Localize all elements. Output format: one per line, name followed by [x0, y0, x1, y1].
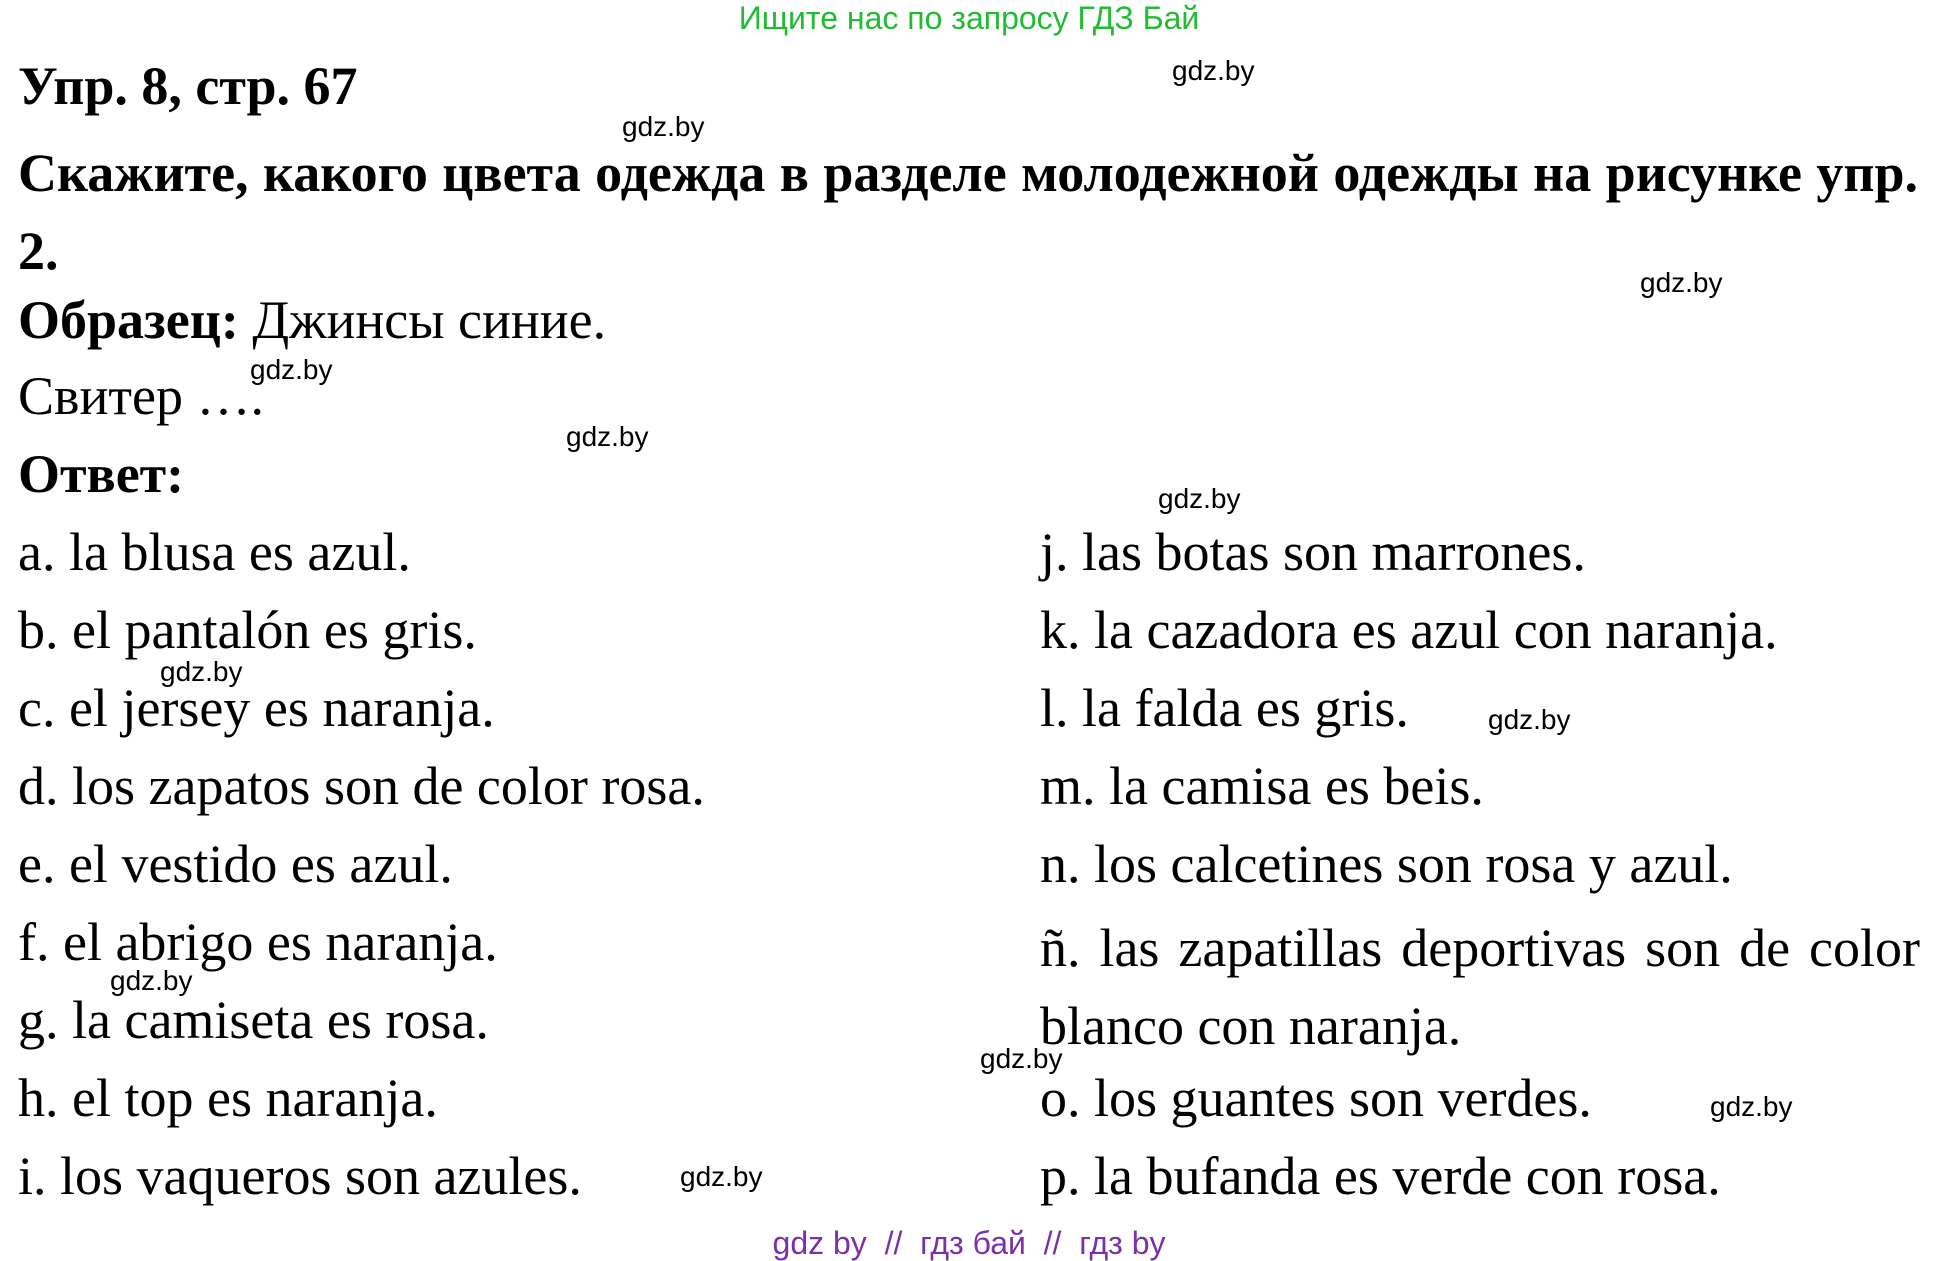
- answers-left-column: [18, 519, 1018, 1221]
- answer-item: c. el jersey es naranja.: [18, 678, 495, 738]
- watermark: gdz.by: [622, 111, 705, 142]
- watermark: gdz.by: [980, 1043, 1063, 1074]
- answer-item: j. las botas son marrones.: [1040, 522, 1586, 582]
- watermark: gdz.by: [1172, 55, 1255, 86]
- answer-item: l. la falda es gris.: [1040, 678, 1409, 738]
- answer-item: o. los guantes son verdes.: [1040, 1068, 1592, 1128]
- answer-label: Ответ:: [18, 444, 185, 504]
- answer-item: b. el pantalón es gris.: [18, 600, 477, 660]
- answer-item: g. la camiseta es rosa.: [18, 990, 489, 1050]
- answer-item: a. la blusa es azul.: [18, 522, 411, 582]
- answer-item: m. la camisa es beis.: [1040, 756, 1484, 816]
- task-text: Скажите, какого цвета одежда в разделе молодежной одежды на рисунке упр. 2.: [18, 143, 1918, 281]
- answer-item: k. la cazadora es azul con naranja.: [1040, 600, 1778, 660]
- sample-text: Джинсы синие.: [252, 290, 607, 350]
- answer-item: p. la bufanda es verde con rosa.: [1040, 1146, 1721, 1206]
- answer-item: n. los calcetines son rosa y azul.: [1040, 834, 1733, 894]
- answer-item: d. los zapatos son de color rosa.: [18, 756, 705, 816]
- sample-line: [18, 290, 606, 350]
- exercise-title: Упр. 8, стр. 67: [18, 56, 358, 116]
- watermark: gdz.by: [160, 656, 243, 687]
- watermark: gdz.by: [1158, 483, 1241, 514]
- answer-item: i. los vaqueros son azules.: [18, 1146, 582, 1206]
- answer-item: h. el top es naranja.: [18, 1068, 438, 1128]
- sample-label: Образец:: [18, 290, 239, 350]
- answer-item: ñ. las zapatillas deportivas son de color blanco con naranja.: [1040, 918, 1920, 1056]
- answer-item: e. el vestido es azul.: [18, 834, 453, 894]
- answer-item: f. el abrigo es naranja.: [18, 912, 498, 972]
- watermark: gdz.by: [566, 421, 649, 452]
- watermark: gdz.by: [110, 965, 193, 996]
- watermark: gdz.by: [250, 354, 333, 385]
- watermark: gdz.by: [680, 1161, 763, 1192]
- watermark: gdz.by: [1710, 1091, 1793, 1122]
- search-banner[interactable]: Ищите нас по запросу ГДЗ Бай: [738, 0, 1200, 36]
- watermark: gdz.by: [1488, 704, 1571, 735]
- watermark: gdz.by: [1640, 267, 1723, 298]
- sweater-line: Свитер ….: [18, 366, 264, 426]
- footer-links[interactable]: gdz by // гдз бай // гдз by: [772, 1225, 1166, 1261]
